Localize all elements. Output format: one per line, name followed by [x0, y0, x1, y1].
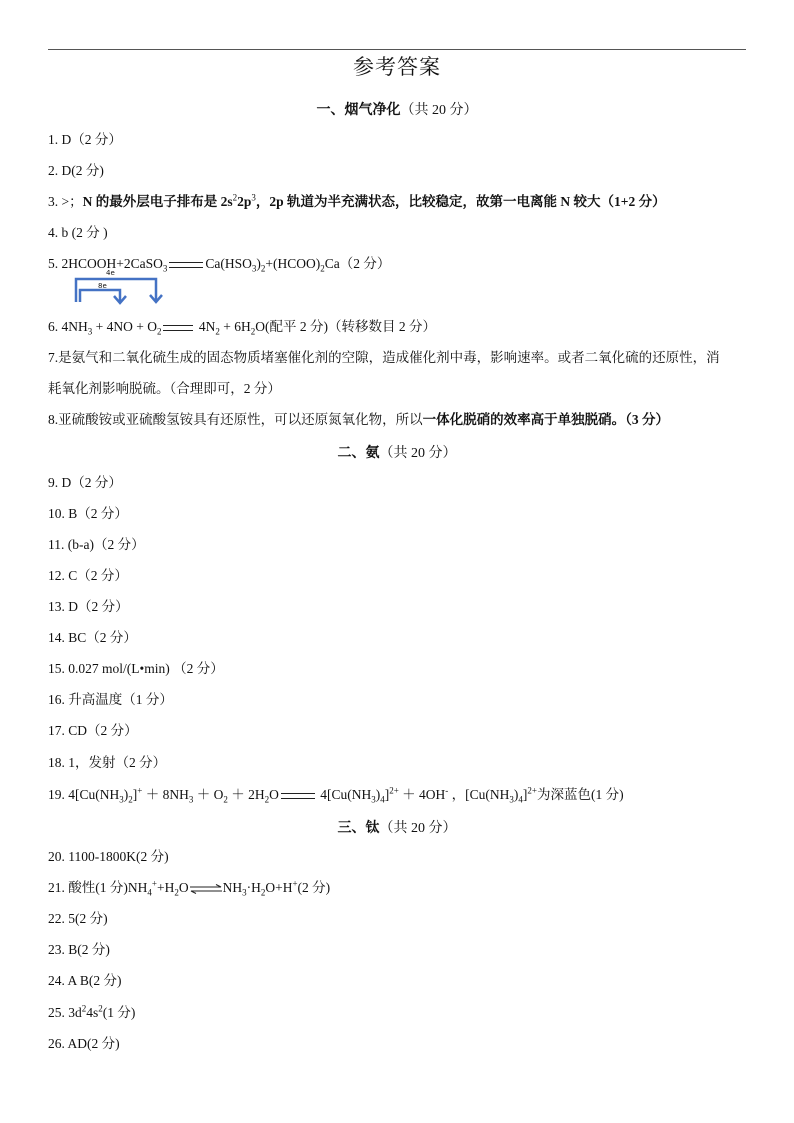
section-heading-3	[0, 817, 794, 837]
answer-5-rhs2: +(HCOO)	[265, 256, 321, 271]
answer-8-prefix: 8.亚硫酸铵或亚硫酸氢铵具有还原性，可以还原氮氧化物，所以	[48, 412, 423, 427]
equals-sign	[281, 793, 315, 799]
answer-3-body: N 的最外层电子排布是 2s	[82, 194, 233, 209]
answer-17: 17. CD（2 分）	[48, 723, 138, 738]
answer-10: 10. B（2 分）	[48, 506, 128, 521]
answer-6-rhs: 4N	[198, 319, 216, 334]
answer-24: 24. A B(2 分)	[48, 973, 122, 988]
answer-3-prefix: 3. >；	[48, 194, 83, 209]
answer-19-part: 4[Cu(NH	[316, 787, 372, 802]
answer-19-part: ＋ 2H	[227, 787, 265, 802]
section-1-title: 一、烟气净化	[316, 102, 401, 118]
answer-13: 13. D（2 分）	[48, 599, 129, 614]
answer-21-part: (2 分)	[297, 880, 331, 895]
section-2-title: 二、氨	[337, 445, 380, 461]
answer-19-part: ]	[132, 787, 138, 802]
answer-18: 18. 1，发射（2 分）	[48, 755, 167, 770]
answer-15: 15. 0.027 mol/(L•min) （2 分）	[48, 661, 224, 676]
answer-3-sup-1: 2	[232, 192, 238, 203]
answer-6-mid: + 4NO + O	[92, 319, 157, 334]
answer-4: 4. b (2 分 )	[48, 225, 108, 240]
answer-19-part: ＋ 8NH	[142, 787, 189, 802]
answer-6-rhs3: O(配平 2 分)（转移数目 2 分）	[255, 319, 436, 334]
answer-3-mid: 2p	[237, 194, 252, 209]
answer-19-part: ]	[384, 787, 390, 802]
answer-7-line-2: 耗氧化剂影响脱硫。（合理即可，2 分）	[48, 381, 281, 396]
answer-12: 12. C（2 分）	[48, 568, 128, 583]
page-title: 参考答案	[353, 55, 441, 79]
answer-6-rhs2: + 6H	[219, 319, 251, 334]
answer-22: 22. 5(2 分)	[48, 911, 108, 926]
answer-19-part: O	[269, 787, 279, 802]
answer-5-lhs: 5. 2HCOOH+2CaSO	[48, 256, 163, 271]
section-3-title: 三、钛	[337, 820, 380, 836]
answer-21-part: 21. 酸性(1 分)NH	[48, 880, 148, 895]
answer-3	[48, 193, 746, 211]
answer-5-rhs3: Ca（2 分）	[324, 256, 391, 271]
answer-9: 9. D（2 分）	[48, 475, 122, 490]
answer-3-rest: ，2p 轨道为半充满状态，比较稳定，故第一电离能 N 较大	[255, 194, 601, 209]
answer-7-line-1: 7.是氨气和二氧化硫生成的固态物质堵塞催化剂的空隙，造成催化剂中毒，影响速率。或者二氧化硫的还原性，消	[48, 350, 720, 365]
answer-21-part: NH	[222, 880, 243, 895]
answer-8-bold: 一体化脱硝的效率高于单独脱硝。（3 分）	[422, 412, 669, 427]
header-rule	[48, 49, 746, 50]
answer-3-score: （1+2 分）	[600, 194, 666, 209]
answer-21-part: +H	[156, 880, 175, 895]
answer-25-part: 25. 3d	[48, 1005, 82, 1020]
answer-26: 26. AD(2 分)	[48, 1036, 120, 1051]
answer-21-part: O+H	[265, 880, 293, 895]
section-heading-2	[0, 442, 794, 462]
answer-14: 14. BC（2 分）	[48, 630, 137, 645]
answer-16: 16. 升高温度（1 分）	[48, 692, 173, 707]
answer-6: 6. $4NH_3 + 4NO + O_2$ $4N_2 + 6H_2O$(配平 2 分)（转移数目 2 分）	[48, 319, 436, 337]
electron-transfer-label-4e: 4e	[106, 269, 115, 277]
equilibrium-arrow-icon	[189, 884, 223, 894]
answer-21: 21. 酸性(1 分)$NH_4^++H_2O$ $NH_3\cdot H_2O+H^+(2$ 分)	[48, 878, 331, 898]
answer-25-part: 4s	[86, 1005, 99, 1020]
section-heading-1	[0, 99, 794, 119]
answer-5: 5. 2HCOOH+2CaSO$_3$ $Ca(HSO_3)_2+(HCOO)_2Ca(2$ 分）	[48, 256, 391, 274]
section-2-score: （共 20 分）	[379, 446, 457, 461]
section-3-score: （共 20 分）	[379, 821, 457, 836]
answer-3-sup-2: 3	[251, 192, 256, 203]
answer-19-part: )	[123, 787, 129, 802]
equals-sign	[163, 325, 193, 331]
section-1-score: （共 20 分）	[400, 103, 478, 118]
answer-20: 20. 1100-1800K(2 分)	[48, 849, 169, 864]
answer-19-part: 为深蓝色(1 分)	[536, 787, 624, 802]
answer-21-part: ·H	[246, 880, 261, 895]
answer-19-part: 19. 4[Cu(NH	[48, 787, 120, 802]
answer-25-part: (1 分)	[102, 1005, 136, 1020]
electron-transfer-arrows	[70, 276, 170, 306]
electron-transfer-label-8e: 8e	[98, 282, 107, 290]
answer-19-part: ＋ O	[193, 787, 224, 802]
answer-25: 25. $3d^24s^2(1$ 分)	[48, 1003, 136, 1020]
answer-5-rhs: Ca(HSO	[205, 256, 252, 271]
answer-19: 19. $4[Cu(NH_3)_2]^+ + 8NH_3 + O_2 + 2H_2O$ $4[Cu(NH_3)_4]^{2+} + 4OH^-$ ，$[Cu(NH_3)_4]^{2+}$为深蓝色(1 分)	[48, 785, 624, 805]
answer-19-part: ＋ 4OH	[398, 787, 446, 802]
answer-23: 23. B(2 分)	[48, 942, 110, 957]
answer-2: 2. D(2 分)	[48, 163, 104, 178]
answer-1: 1. D（2 分）	[48, 132, 122, 147]
answer-19-part: ，[Cu(NH	[448, 787, 510, 802]
answer-21-part: O	[178, 880, 189, 895]
answer-6-lhs: 6. 4NH	[48, 319, 88, 334]
answer-11: 11. (b-a)（2 分）	[48, 537, 145, 552]
answer-19-part: ]	[522, 787, 528, 802]
answer-19-part: )	[513, 787, 519, 802]
equals-sign	[169, 262, 203, 268]
answer-19-part: )	[375, 787, 381, 802]
answer-8	[48, 411, 746, 429]
